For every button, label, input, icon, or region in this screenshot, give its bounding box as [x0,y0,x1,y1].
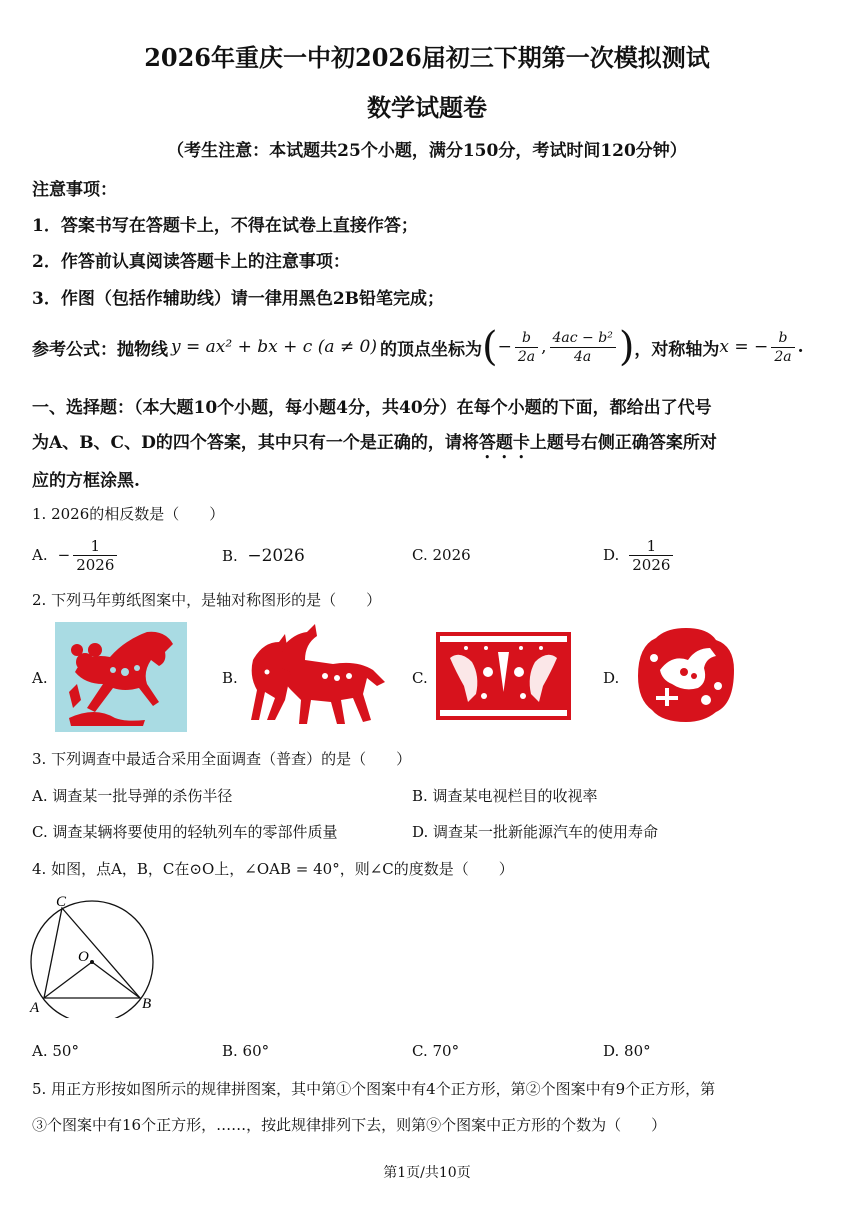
q1-stem: 1. 2026的相反数是（ ） [32,505,225,523]
notice-item: 2．作答前认真阅读答题卡上的注意事项： [32,252,350,272]
segment-oa [44,962,92,998]
q1-option-a[interactable]: A. − $\frac{1}{2026}$ [32,533,120,577]
q4-option-c[interactable]: C. 70° [412,1042,460,1060]
label-a: A [30,1000,40,1016]
label-c: C [56,894,67,910]
label-b: B [142,996,152,1012]
section1-line3: 应的方框涂黑. [32,471,140,491]
exam-title: 2026年重庆一中初2026届初三下期第一次模拟测试 [144,43,710,72]
q1-d-fraction: $\frac{1}{2026}$ [629,537,673,574]
center-point [90,960,94,964]
triangle-abc [44,908,140,998]
q4-option-d[interactable]: D. 80° [603,1042,651,1060]
vertex-x-fraction: $\frac{b}{2a}$ [515,329,538,366]
vertex-left-paren: ( [481,324,498,370]
q4-option-b[interactable]: B. 60° [222,1042,270,1060]
notice-heading: 注意事项： [32,180,117,200]
q3-option-a[interactable]: A. 调查某一批导弹的杀伤半径 [32,787,233,805]
formula-lead: 参考公式：抛物线 [32,339,168,360]
section1-line1: 一、选择题：（本大题10个小题，每小题4分，共40分）在每个小题的下面，都给出了代号 [32,398,712,418]
notice-item: 3．作图（包括作辅助线）请一律用黑色2B铅笔完成； [32,289,445,309]
vertex-right-paren: ) [618,324,635,370]
circle-o [31,901,153,1018]
answer-card-emphasis: 答题卡 [478,433,530,453]
q2-stem: 2. 下列马年剪纸图案中，是轴对称图形的是（ ） [32,591,382,609]
papercut-horse-c [436,632,571,720]
label-o: O [78,949,89,965]
papercut-horse-b [245,620,390,730]
section1-line2: 为A、B、C、D的四个答案，其中只有一个是正确的，请将答题卡上题号右侧正确答案所对 [32,433,717,453]
q3-option-c[interactable]: C. 调查某辆将要使用的轻轨列车的零部件质量 [32,823,338,841]
q1-option-c[interactable]: C. 2026 [412,546,471,564]
vertex-y-fraction: $\frac{\text{4ac − b²}}{4a}$ [550,329,616,366]
reference-formula: 参考公式：抛物线 y = ax² + bx + c (a ≠ 0) 的顶点坐标为 ( − $\frac{b}{2a}$ , $\frac{\text{4ac − b²}}{4a}$ ) ，对称轴为 x = − $\frac{b}{2a}$ . [32,324,804,370]
papercut-horse-a [55,622,187,732]
q2-option-d-label[interactable]: D. [603,669,620,687]
exam-note: （考生注意：本试题共25个小题，满分150分，考试时间120分钟） [167,141,687,161]
axis-lhs: x = − [719,337,769,357]
segment-ob [92,962,140,998]
formula-mid: 的顶点坐标为 [379,339,482,360]
q4-circle-figure [26,890,166,1018]
notice-item: 1．答案书写在答题卡上，不得在试卷上直接作答； [32,216,418,236]
q1-option-d[interactable]: D. $\frac{1}{2026}$ [603,533,676,577]
q1-option-b[interactable]: B. −2026 [222,546,305,566]
q3-stem: 3. 下列调查中最适合采用全面调查（普查）的是（ ） [32,750,412,768]
parabola-equation: y = ax² + bx + c (a ≠ 0) [171,337,377,357]
q3-option-b[interactable]: B. 调查某电视栏目的收视率 [412,787,598,805]
q2-option-c-label[interactable]: C. [412,669,428,687]
page-number: 第1页/共10页 [383,1165,471,1181]
q5-line2: ③个图案中有16个正方形，……，按此规律排列下去，则第⑨个图案中正方形的个数为（ ） [32,1116,667,1134]
q5-line1: 5. 用正方形按如图所示的规律拼图案，其中第①个图案中有4个正方形，第②个图案中有9个正方形，第 [32,1080,716,1098]
q2-option-a-label[interactable]: A. [32,669,48,687]
q1-a-fraction: $\frac{1}{2026}$ [73,537,117,574]
papercut-horse-d [636,626,736,724]
axis-fraction: $\frac{b}{2a}$ [771,329,794,366]
q3-option-d[interactable]: D. 调查某一批新能源汽车的使用寿命 [412,823,659,841]
exam-subtitle: 数学试题卷 [367,93,487,122]
q4-stem: 4. 如图，点A，B，C在⊙O上，∠OAB = 40°，则∠C的度数是（ ） [32,860,514,878]
q4-option-a[interactable]: A. 50° [32,1042,79,1060]
formula-tail: ，对称轴为 [634,339,720,360]
q2-option-b-label[interactable]: B. [222,669,238,687]
